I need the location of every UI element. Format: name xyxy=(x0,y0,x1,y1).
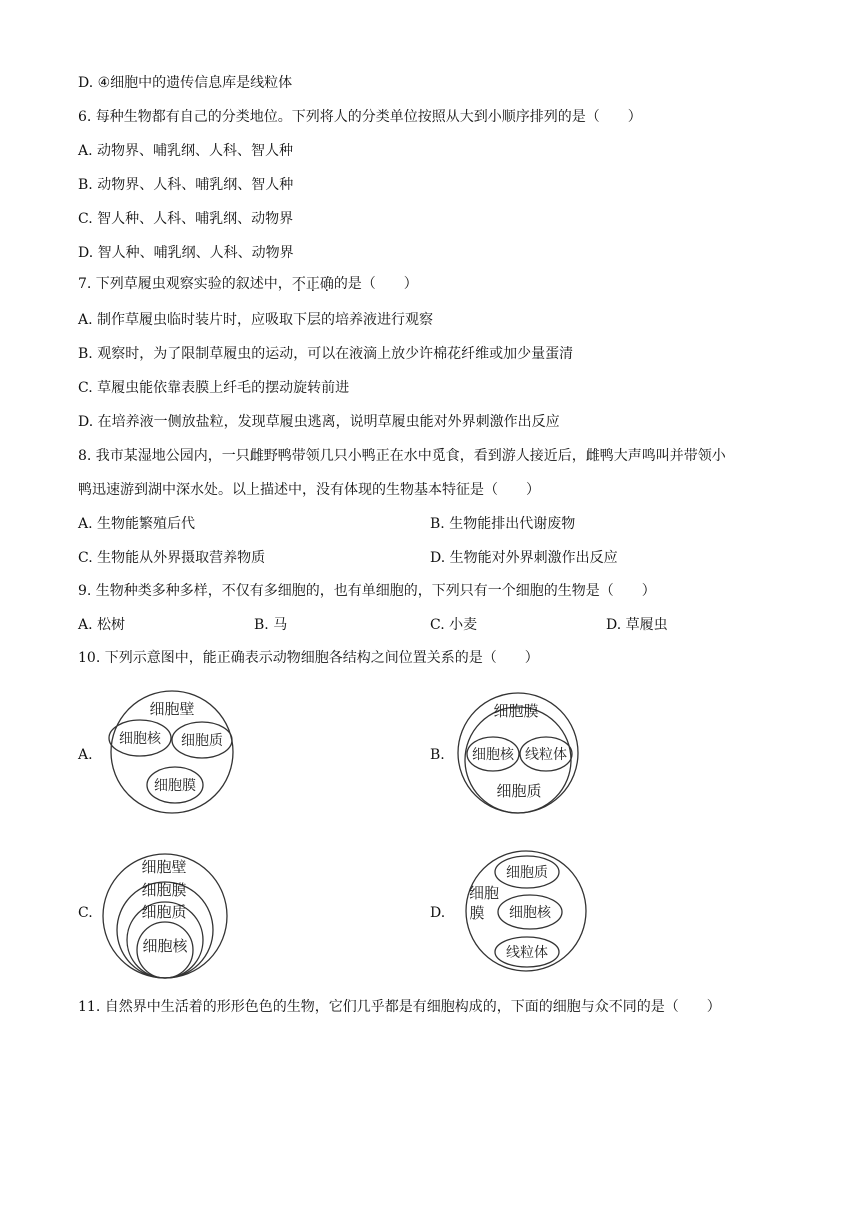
q7-stem xyxy=(78,275,418,293)
diagram-b-membrane-label: 细胞膜 xyxy=(493,702,539,720)
q8-option-d: D. 生物能对外界刺激作出反应 xyxy=(430,550,618,566)
diagram-b xyxy=(454,690,584,820)
diagram-d-membrane-label-2: 膜 xyxy=(469,904,485,922)
emphasis-char: 不 xyxy=(291,276,306,292)
q9-option-c: C. 小麦 xyxy=(430,617,478,633)
diagram-d-membrane-label-1: 细胞 xyxy=(468,884,500,902)
q7-stem-prefix: 7. 下列草履虫观察实验的叙述中， xyxy=(78,276,292,292)
emphasis-char: 确 xyxy=(319,276,334,292)
q7-option-a: A. 制作草履虫临时装片时，应吸取下层的培养液进行观察 xyxy=(78,312,434,328)
diagram-b-mitochondria-label: 线粒体 xyxy=(525,747,567,763)
q8-option-c: C. 生物能从外界摄取营养物质 xyxy=(78,550,266,566)
q7-stem-suffix: 的是（ ） xyxy=(333,276,418,292)
diagram-a-label: A. xyxy=(78,747,93,763)
diagram-d-cytoplasm-label: 细胞质 xyxy=(506,865,548,881)
diagram-a-nucleus-label: 细胞核 xyxy=(119,731,161,747)
q10-stem: 10. 下列示意图中，能正确表示动物细胞各结构之间位置关系的是（ ） xyxy=(78,650,539,666)
diagram-b-nucleus-label: 细胞核 xyxy=(472,747,514,763)
q9-stem: 9. 生物种类多种多样，不仅有多细胞的，也有单细胞的，下列只有一个细胞的生物是（ ） xyxy=(78,583,656,599)
q8-option-b: B. 生物能排出代谢废物 xyxy=(430,516,576,532)
q6-option-a: A. 动物界、哺乳纲、人科、智人种 xyxy=(78,143,294,159)
diagram-b-label: B. xyxy=(430,747,445,763)
q6-option-b: B. 动物界、人科、哺乳纲、智人种 xyxy=(78,177,294,193)
q6-option-c: C. 智人种、人科、哺乳纲、动物界 xyxy=(78,211,294,227)
q7-option-d: D. 在培养液一侧放盐粒，发现草履虫逃离，说明草履虫能对外界刺激作出反应 xyxy=(78,414,560,430)
diagram-c-label: C. xyxy=(78,905,93,921)
diagram-a-cytoplasm-label: 细胞质 xyxy=(181,733,223,749)
q11-stem: 11. 自然界中生活着的形形色色的生物，它们几乎都是有细胞构成的，下面的细胞与众不同的是（ ） xyxy=(78,999,721,1015)
diagram-d xyxy=(462,848,592,978)
diagram-a xyxy=(102,688,242,820)
diagram-d-mitochondria-label: 线粒体 xyxy=(506,945,548,961)
diagram-c-nucleus-label: 细胞核 xyxy=(142,937,188,955)
q8-stem-line1: 8. 我市某湿地公园内，一只雌野鸭带领几只小鸭正在水中觅食，看到游人接近后，雌鸭大声鸣叫并带领小 xyxy=(78,448,726,464)
q9-option-a: A. 松树 xyxy=(78,617,126,633)
q9-option-d: D. 草履虫 xyxy=(606,617,668,633)
diagram-c-wall-label: 细胞壁 xyxy=(141,858,187,876)
q6-option-d: D. 智人种、哺乳纲、人科、动物界 xyxy=(78,245,294,261)
q8-option-a: A. 生物能繁殖后代 xyxy=(78,516,196,532)
q6-stem: 6. 每种生物都有自己的分类地位。下列将人的分类单位按照从大到小顺序排列的是（ ） xyxy=(78,109,642,125)
diagram-a-wall-label: 细胞壁 xyxy=(149,700,195,718)
diagram-c xyxy=(100,850,230,984)
diagram-d-nucleus-label: 细胞核 xyxy=(509,905,551,921)
diagram-d-label: D. xyxy=(430,905,446,921)
diagram-c-membrane-label: 细胞膜 xyxy=(141,881,187,899)
emphasis-char: 正 xyxy=(305,276,320,292)
q8-stem-line2: 鸭迅速游到湖中深水处。以上描述中，没有体现的生物基本特征是（ ） xyxy=(78,482,540,498)
q7-option-c: C. 草履虫能依靠表膜上纤毛的摆动旋转前进 xyxy=(78,380,350,396)
diagram-b-cytoplasm-label: 细胞质 xyxy=(496,782,542,800)
q9-option-b: B. 马 xyxy=(254,617,288,633)
diagram-a-membrane-label: 细胞膜 xyxy=(154,778,196,794)
q7-option-b: B. 观察时，为了限制草履虫的运动，可以在液滴上放少许棉花纤维或加少量蛋清 xyxy=(78,346,574,362)
diagram-c-cytoplasm-label: 细胞质 xyxy=(141,903,187,921)
q5-option-d: D. ④细胞中的遗传信息库是线粒体 xyxy=(78,75,293,91)
